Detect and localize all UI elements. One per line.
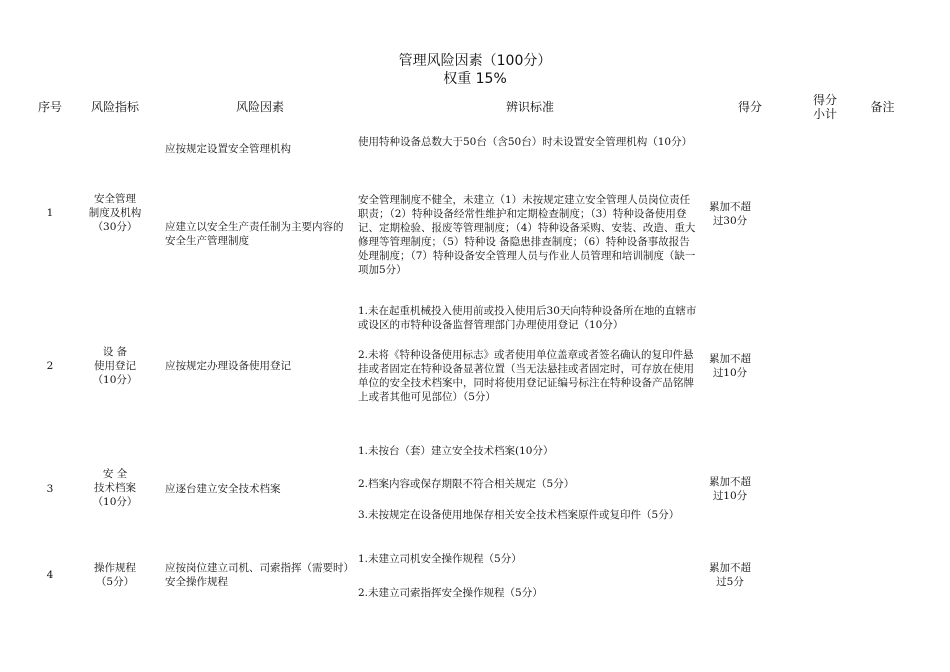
- row-3-criteria-3: 3.未按规定在设备使用地保存相关安全技术档案原件或复印件（5分）: [358, 509, 680, 521]
- row-1-indicator-line2: 制度及机构: [88, 207, 142, 219]
- row-1-factor-2: 应建立以安全生产责任制为主要内容的安全生产管理制度: [165, 221, 344, 247]
- header-subtotal: [800, 93, 850, 121]
- row-2-score-line2: 过10分: [712, 367, 748, 379]
- row-4-indicator-line1: 操作规程: [94, 562, 136, 574]
- row-1-score: [702, 200, 758, 228]
- row-1-factor-1: 应按规定设置安全管理机构: [165, 143, 291, 155]
- weight-subtitle: 权重 15%: [443, 71, 507, 87]
- row-3-indicator-line2: 技术档案: [94, 482, 136, 494]
- row-4-score-line2: 过5分: [716, 576, 744, 588]
- row-3-factor-1: 应逐台建立安全技术档案: [165, 483, 281, 495]
- row-1-indicator-line3: （30分）: [92, 221, 138, 233]
- row-1-indicator-line1: 安全管理: [94, 193, 136, 205]
- row-3-seq: 3: [46, 483, 54, 495]
- row-3-score-line2: 过10分: [712, 490, 748, 502]
- row-2-factor-1: 应按规定办理设备使用登记: [165, 360, 291, 372]
- row-1-indicator: [80, 192, 150, 234]
- row-4-criteria-1: 1.未建立司机安全操作规程（5分）: [358, 553, 522, 565]
- header-indicator: 风险指标: [90, 100, 139, 114]
- row-3-criteria-1: 1.未按台（套）建立安全技术档案(10分）: [358, 445, 554, 457]
- row-1-score-line1: 累加不超: [709, 201, 751, 213]
- header-criteria: 辨识标准: [505, 100, 554, 114]
- row-4-indicator: [80, 561, 150, 589]
- row-3-score-line1: 累加不超: [709, 476, 751, 488]
- row-4-seq: 4: [46, 569, 54, 581]
- row-2-criteria-1: 1.未在起重机械投入使用前或投入使用后30天向特种设备所在地的直辖市或设区的市特种设备监督管理部门办理使用登记（10分）: [358, 305, 697, 331]
- header-score: 得分: [737, 100, 762, 114]
- row-3-criteria-2: 2.档案内容或保存期限不符合相关规定（5分）: [358, 478, 575, 490]
- row-4-criteria-2: 2.未建立司索指挥安全操作规程（5分）: [358, 587, 543, 599]
- page-title: 管理风险因素（100分）: [398, 53, 552, 69]
- header-seq: 序号: [37, 100, 62, 114]
- row-2-score: [702, 352, 758, 380]
- row-2-indicator-line2: 使用登记: [94, 360, 136, 372]
- row-4-indicator-line2: （5分）: [95, 576, 135, 588]
- row-4-score: [702, 561, 758, 589]
- row-3-indicator: [80, 467, 150, 509]
- row-2-indicator: [80, 345, 150, 387]
- row-2-seq: 2: [46, 360, 54, 372]
- row-3-indicator-line1: 安 全: [102, 468, 128, 480]
- row-4-score-line1: 累加不超: [709, 562, 751, 574]
- row-2-indicator-line3: （10分）: [92, 374, 138, 386]
- row-1-seq: 1: [46, 207, 54, 219]
- header-factor: 风险因素: [235, 100, 284, 114]
- row-1-criteria-2: 安全管理制度不健全，未建立（1）未按规定建立安全管理人员岗位责任职责；（2）特种设备经常性维护和定期检查制度；（3）特种设备使用登记、定期检验、报废等管理制度；（4）特种设备采购、安装、改造、重大修理等管理制度；（5）特种设 备隐患排查制度；（6）特种设备事故报告处理制度；（7）特种设备安全管理人员与作业人员管理和培训制度（缺一项加5分）: [358, 194, 696, 276]
- row-1-criteria-1: 使用特种设备总数大于50台（含50台）时未设置安全管理机构（10分）: [358, 136, 693, 148]
- row-2-indicator-line1: 设 备: [102, 346, 128, 358]
- row-3-indicator-line3: （10分）: [92, 496, 138, 508]
- row-3-score: [702, 475, 758, 503]
- header-subtotal-line1: 得分: [812, 93, 837, 107]
- row-2-criteria-2: 2.未将《特种设备使用标志》或者使用单位盖章或者签名确认的复印件悬挂或者固定在特种设备显著位置（当无法悬挂或者固定时，可存放在使用单位的安全技术档案中，同时将使用登记证编号标注在特种设备产品铭牌上或者其他可见部位）（5分）: [358, 349, 694, 403]
- row-1-score-line2: 过30分: [712, 215, 748, 227]
- header-subtotal-line2: 小计: [812, 107, 837, 121]
- row-2-score-line1: 累加不超: [709, 353, 751, 365]
- row-4-factor-1: 应按岗位建立司机、司索指挥（需要时）安全操作规程: [165, 562, 354, 588]
- header-remarks: 备注: [870, 100, 895, 114]
